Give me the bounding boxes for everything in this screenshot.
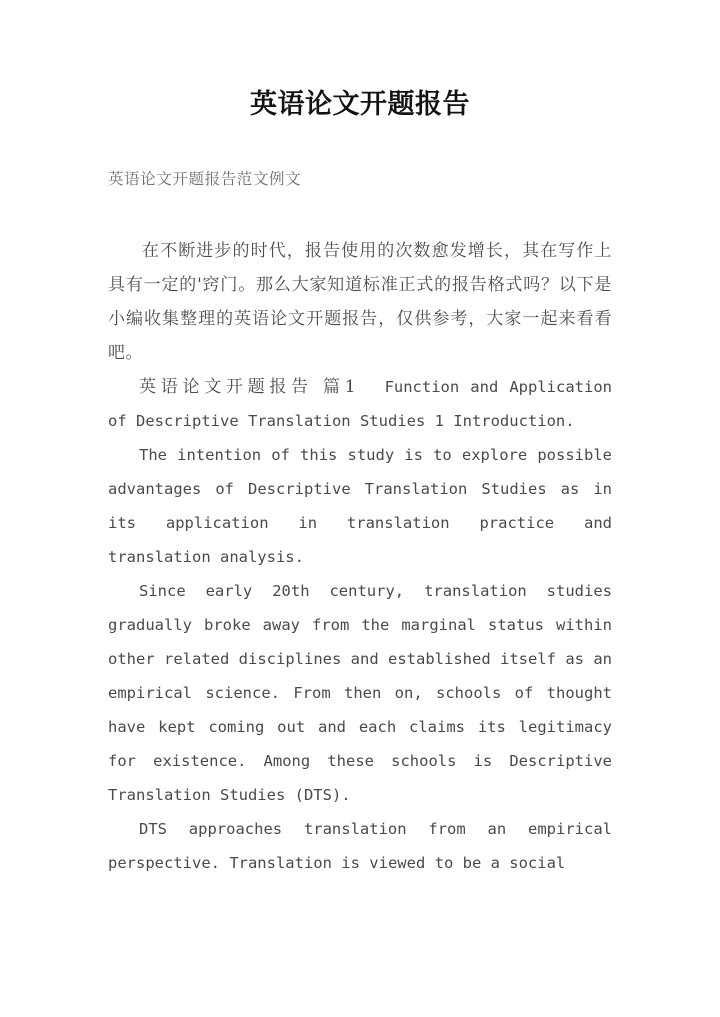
document-body [108, 234, 612, 880]
paragraph-dts-approach: DTS approaches translation from an empirical perspective. Translation is viewed to be a social [108, 820, 612, 872]
document-subtitle: 英语论文开题报告范文例文 [108, 170, 302, 188]
page-title: 英语论文开题报告 [250, 89, 470, 120]
section-heading-cjk-label: 英语论文开题报告 篇1 [139, 377, 359, 397]
paragraph-since-20th-century: Since early 20th century, translation studies gradually broke away from the marginal status within other related disciplines and established itself as an empirical science. From then on, schools of thought have kept coming out and each claims its legitimacy for existence. Among these schools is Descriptive Translation Studies (DTS). [108, 582, 612, 804]
paragraph-section-heading-1 [108, 370, 612, 438]
paragraph-intention: The intention of this study is to explore possible advantages of Descriptive Translation Studies as in its application in translation practice and translation analysis. [108, 446, 612, 566]
section-heading-latin-text: Function and Application of Descriptive Translation Studies 1 Introduction. [108, 378, 612, 430]
paragraph-intro-cn: 在不断进步的时代，报告使用的次数愈发增长，其在写作上具有一定的'窍门。那么大家知道标准正式的报告格式吗？以下是小编收集整理的英语论文开题报告，仅供参考，大家一起来看看吧。 [108, 241, 612, 363]
